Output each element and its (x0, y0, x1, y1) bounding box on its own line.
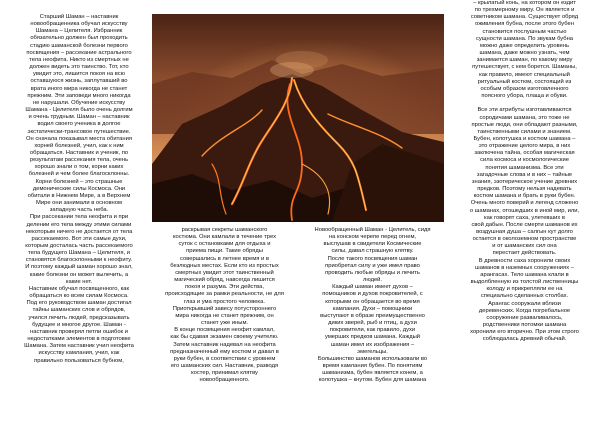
text-column-4: – крылатый конь, на котором он ездит по трехмерному миру. Он является и советником шамана. Существует обряд оживления бубна, после этого бубен становится послушным частью сущности шамана. По звукам бубна можно даже определить уровень шамана, даже можно узнать, чем занимается шаман, по какому миру путешествует, с кем борется. Шаманы, как правило, имеют специальный ритуальный костюм, состоящий из особым образом изготовленного поясного убора, плаща и обуви. Все эти атрибуты изготавливаются сородичами шамана, это тоже не простые люди, они обладают разными, таинственными силами и знанием. Бубен, колотушка и костюм шамана – это отражение целого мира, в них заключена тайна, особая магическая сила космоса и космологические понятия шаманизма. Все эти загадочные слова и в них – тайные знания, эзотерическое учение древних предков. Поэтому нельзя надевать костюм шамана и брать в руки бубен. Очень много поверий и легенд сложено о шаманах, отошедших в иной мир, или, как говорят саха, улетевших в свой дабын. После смерти шаманов их воздушная душа – салгын кут долго остается в околоземном пространстве и от шаманских сил она перестает действовать. В древности саха хоронили своих шаманов в наземных сооружениях – арангасах. Тело шамана клали в выдолбленную из толстой лиственницы колоду и прикрепляли ее на специально сделанных столбах. Арангас сооружали вблизи деревенских. Когда погребальное сооружение разваливалось, родственники потомки шамана хоронили его вторично. При этом строго соблюдалась древний обычай. (469, 0, 580, 343)
text-column-2: раскрывая секреты шаманского костюма. Они камлали в течение трех суток с остановками для отдыха и приема пищи. Такие обряды совершались в летнее время и в безлюдных местах. Если кто из простых смертных увидит этот таинственный магический обряд, навсегда лишится покоя и разума. Эти действа, происходящие за рамки реальности, не для глаз и ума простого человека. Приоткрывший завесу потустороннего мира никогда не станет прежним, он станет уже иным. В конце посвящения неофит камлал, как бы сдавая экзамен своему учителю. Затем наставник надевал на неофита предназначенный ему костюм и давал в руки бубен, в соответствии с уровнем его шаманских сил. Наставник, разводя костер, принимал клятву новообращенного. (165, 227, 284, 384)
volcano-photo (152, 14, 444, 222)
text-column-3: Новообращенный Шаман - Целитель, сидя на конском черепе перед огнем, выслушав в свидетели Космические силы, давал страшную клятву. После такого посвящения шаман приобретал силу и уже имел право проводить любые обряды и лечить людей. Каждый шаман имеет духов – помощников и духов покровителей, с которыми он обращается во время камлания. Духи – помощники выступают в образе преимущественно диких зверей, рыб и птиц, а духи покровители, как правило, духи умерших предков шамана. Каждый шаман имел их изображения – эмегельцы. Большинство шаманов использовали во время камлания бубен. По понятиям шаманизма, бубен является конем, а колотушка – кнутом. Бубен для шамана (314, 227, 431, 384)
volcano-lava-illustration (152, 14, 444, 222)
text-column-1: Старший Шаман – наставник новообращенника обучал искусству Шамана – Целителя. Избранник обязательно должен был проходить стадию шаманской болезни первого посвящения – рассекание астрального тела неофита. Никто из смертных не должен видеть это таинство. Тот, кто увидит это, лишится покоя на всю оставшуюся жизнь, заплутавший во врата иного мира никогда не станет прежним. Эти заповеди много никогда не нарушали. Обучение искусству Шамана - Целителя было очень долгим и очень трудным. Шаман – наставник водил своего ученика в долгое экстатически-трансовое путешествие. Он сначала показывал места обитания хорней болезней, учил, как к ним обращаться. Наставник и ученик, по результатам рассекания тела, очень хорошо знали о том, корни каких болезней и чем более благосклонны. Корни болезней – это страшные демонические силы Космоса. Они обитали в Нижнем Мире, а в Верхнем Мире они занимали в основном западную часть неба. При рассекании тела неофита и при делении его тела между этими силами некоторым ничего не достается от тела рассекаемого. Вот эти самые духи, которым досталась часть рассекаемого тела будущего Шамана – Целителя, и становятся благосклонными к неофиту. И поэтому каждый шаман хорошо знал, какие болезни он может вылечить, а какие нет. Наставник обучал посвященного, как обращаться ко всем силам Космоса. Под его руководством шаман достигал тайны шаманских слов и обрядов, учился лечить людей, предсказывать будущее и многое другое. Шаман - наставник проверял петли ошибок и недостатками элементов в подготовке Шамана. Затем наставник учил неофита искусству камлания, учил, как правильно пользоваться бубном, (24, 14, 134, 364)
